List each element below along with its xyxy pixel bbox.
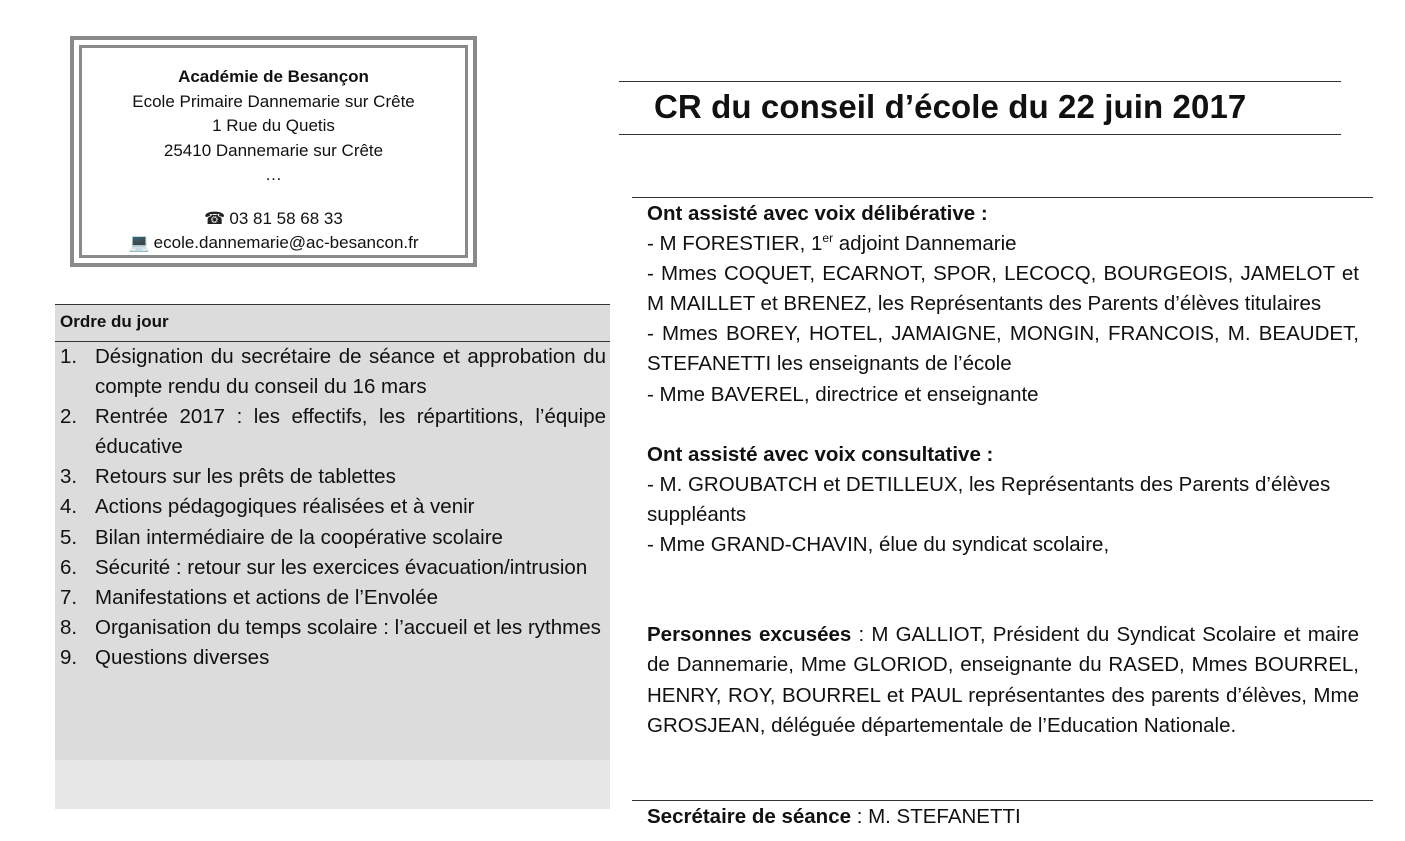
agenda-item bbox=[60, 553, 606, 583]
agenda-item-number: 5. bbox=[60, 525, 78, 549]
agenda-item-number: 4. bbox=[60, 495, 78, 519]
agenda-item-text: Manifestations et actions de l’Envolée bbox=[95, 585, 439, 609]
agenda-item bbox=[60, 492, 606, 522]
agenda-item bbox=[60, 523, 606, 553]
secretary-line bbox=[647, 802, 1021, 832]
agenda-panel bbox=[55, 304, 610, 809]
school-address-inner bbox=[79, 45, 468, 258]
agenda-item-number: 9. bbox=[60, 645, 78, 669]
agenda-item-text: Questions diverses bbox=[95, 645, 270, 669]
agenda-bottom-band bbox=[55, 760, 610, 809]
secretary-top-rule bbox=[632, 800, 1373, 801]
agenda-item-text: Désignation du secrétaire de séance et approbation du compte rendu du conseil du 16 mars bbox=[95, 345, 606, 399]
deliberative-heading: Ont assisté avec voix délibérative : bbox=[647, 202, 988, 225]
agenda-item bbox=[60, 342, 606, 402]
page-title: CR du conseil d’école du 22 juin 2017 bbox=[654, 88, 1247, 125]
agenda-item-number: 6. bbox=[60, 555, 78, 579]
computer-icon: 💻 bbox=[128, 233, 150, 252]
school-address-box bbox=[70, 36, 477, 267]
agenda-top-rule bbox=[55, 304, 610, 305]
secretary-name: : M. STEFANETTI bbox=[851, 805, 1021, 828]
agenda-item bbox=[60, 643, 606, 673]
address-ellipsis: … bbox=[265, 165, 282, 184]
agenda-item-text: Sécurité : retour sur les exercices évacuation/intrusion bbox=[95, 555, 588, 579]
ordinal-superscript: er bbox=[822, 231, 834, 246]
agenda-item-text: Bilan intermédiaire de la coopérative scolaire bbox=[95, 525, 503, 549]
school-city: 25410 Dannemarie sur Crête bbox=[163, 140, 384, 160]
school-street: 1 Rue du Quetis bbox=[212, 116, 335, 135]
deliberative-line-1 bbox=[647, 229, 1359, 259]
title-bottom-rule bbox=[619, 134, 1341, 135]
deliberative-line-2: - Mmes COQUET, ECARNOT, SPOR, LECOCQ, BOURGEOIS, JAMELOT et M MAILLET et BRENEZ, les Représentants des Parents d’élèves titulaires bbox=[647, 262, 1359, 316]
excused-paragraph bbox=[647, 620, 1359, 740]
agenda-item-number: 8. bbox=[60, 615, 78, 639]
agenda-item bbox=[60, 462, 606, 492]
agenda-item-number: 7. bbox=[60, 585, 78, 609]
title-top-rule bbox=[619, 81, 1341, 82]
phone-line bbox=[82, 207, 465, 232]
agenda-item bbox=[60, 613, 606, 643]
agenda-item-number: 2. bbox=[60, 405, 78, 429]
agenda-heading: Ordre du jour bbox=[60, 312, 169, 331]
consultative-heading: Ont assisté avec voix consultative : bbox=[647, 442, 994, 466]
agenda-item-number: 3. bbox=[60, 465, 78, 489]
agenda-item-number: 1. bbox=[60, 345, 78, 368]
agenda-list bbox=[60, 342, 606, 673]
agenda-item bbox=[60, 402, 606, 462]
email-line bbox=[82, 231, 465, 256]
agenda-item bbox=[60, 583, 606, 613]
deliberative-line-1-text: - M FORESTIER, 1 bbox=[647, 232, 823, 256]
agenda-item-text: Retours sur les prêts de tablettes bbox=[95, 465, 396, 489]
consultative-line-1: - M. GROUBATCH et DETILLEUX, les Représentants des Parents d’élèves suppléants bbox=[647, 472, 1331, 526]
phone-number: 03 81 58 68 33 bbox=[229, 208, 343, 228]
attendance-section bbox=[647, 199, 1359, 741]
excused-text: : M GALLIOT, Président du Syndicat Scolaire et maire de Dannemarie, Mme GLORIOD, enseignante du RASED, Mmes BOURREL, HENRY, ROY, BOURREL et PAUL représentantes des parents d’élèves, Mme GROSJEAN, déléguée départementale de l’Education Nationale. bbox=[647, 623, 1359, 737]
deliberative-line-3: - Mmes BOREY, HOTEL, JAMAIGNE, MONGIN, FRANCOIS, M. BEAUDET, STEFANETTI les enseignants de l’école bbox=[647, 322, 1359, 376]
school-name: Ecole Primaire Dannemarie sur Crête bbox=[132, 91, 415, 111]
email-address: ecole.dannemarie@ac-besancon.fr bbox=[153, 233, 419, 252]
telephone-icon: ☎ bbox=[204, 208, 226, 228]
deliberative-line-4: - Mme BAVEREL, directrice et enseignante bbox=[647, 382, 1039, 406]
attendance-top-rule bbox=[632, 197, 1373, 198]
excused-label: Personnes excusées bbox=[647, 623, 852, 647]
agenda-item-text: Actions pédagogiques réalisées et à venir bbox=[95, 495, 475, 519]
agenda-item-text: Organisation du temps scolaire : l’accueil et les rythmes bbox=[95, 615, 601, 639]
academy-name: Académie de Besançon bbox=[178, 67, 369, 86]
agenda-item-text: Rentrée 2017 : les effectifs, les répartitions, l’équipe éducative bbox=[95, 405, 606, 459]
deliberative-line-1-rest: adjoint Dannemarie bbox=[833, 232, 1017, 256]
secretary-label: Secrétaire de séance bbox=[647, 805, 851, 828]
consultative-line-2: - Mme GRAND-CHAVIN, élue du syndicat scolaire, bbox=[647, 533, 1110, 557]
